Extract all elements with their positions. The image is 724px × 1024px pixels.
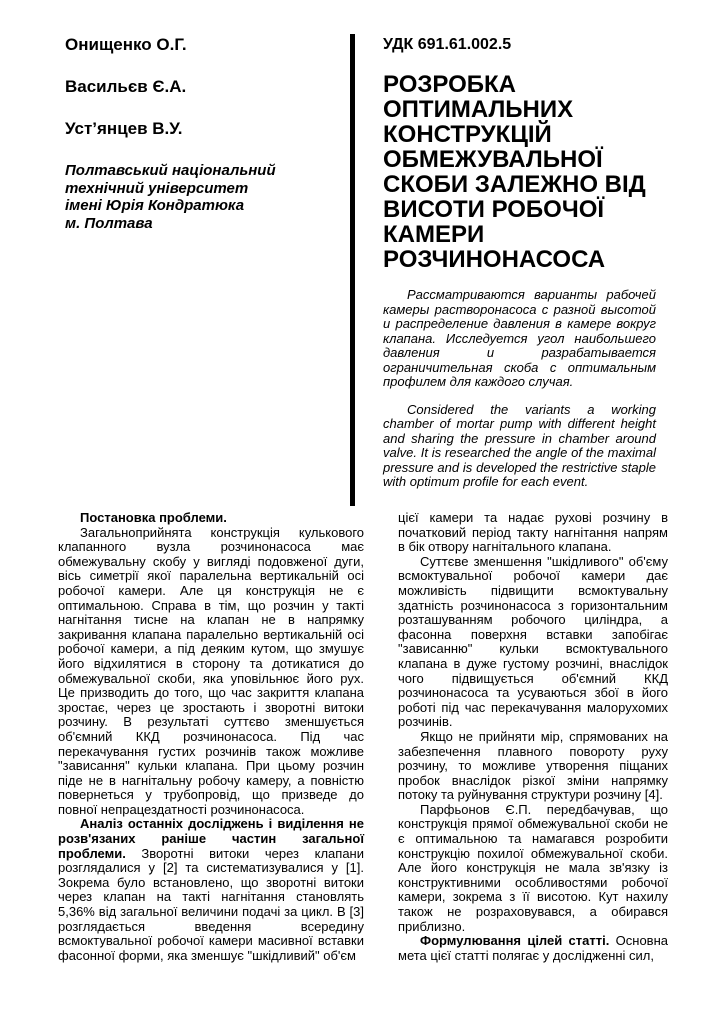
paragraph-text: Загальноприйнята конструкція кулькового клапанного вузла розчинонасоса має обмежувальну скобу у вигляді подовженої дуги, вісь симетрії якої паралельна вертикальній осі робочої камери. Але ця конструкція не є оптимальною. Справа в тім, що розчин у такті нагнітання тисне на клапан не в напрямку закривання клапана паралельно вертикальній осі робочої камери, а під деяким кутом, що змушує його відхилятися в сторону та дотикатися до обмежувальної скоби, яка уповільнює його рух. Це призводить до того, що час закриття клапана зростає, через це зростають і зворотні витоки розчину. В результаті суттєво зменшується об'ємний ККД розчинонасоса. Під час перекачування густих розчинів також можливе "зависання" кульки клапана. При цьому розчин піде не в нагнітальну робочу камеру, а повністю повернеться у трубопровід, що призведе до повної непрацездатності розчинонасоса.: [58, 524, 364, 817]
paragraph: [58, 526, 364, 818]
paragraph: [398, 730, 668, 803]
section-heading-text: Аналіз останніх досліджень і виділення не розв'язаних раніше частин загальної проблеми.: [58, 816, 364, 861]
paragraph-text: Суттєве зменшення "шкідливого" об'єму всмоктувальної робочої камери дає можливість підвищити всмоктувальну здатність розчинонасоса з горизонтальним розташуванням робочого циліндра, а фасонна поверхня вставки запобігає "зависанню" кульки всмоктувального клапана в дуже густому розчині, внаслідок чого підвищується об'ємний ККД розчинонасоса та усуваються збої в його роботі під час перекачування малорухомих розчинів.: [398, 553, 668, 730]
paragraph-text: Парфьонов Є.П. передбачував, що конструкція прямої обмежувальної скоби не є оптимальною та намагався розробити конструкцію похилої обмежувальної скоби. Але його конструкція не мала зв'язку із конструктивними особливостями робочої камери, зокрема з її висотою. Кут нахилу також не розраховувався, а обирався приблизно.: [398, 801, 668, 934]
section-heading-problem-statement: [58, 511, 364, 526]
body-column-left: [58, 511, 364, 963]
affiliation: [65, 162, 340, 232]
section-goals-paragraph: [398, 934, 668, 963]
paragraph: [398, 803, 668, 934]
paragraph-text: Основна мета цієї статті полягає у дослідженні сил,: [398, 933, 668, 963]
body-column-right: [398, 511, 668, 963]
vertical-divider: [350, 34, 355, 506]
paragraph: [398, 555, 668, 730]
section-heading-text: Постановка проблеми.: [80, 510, 227, 525]
header-authors-block: [65, 36, 340, 232]
article-title: РОЗРОБКА ОПТИМАЛЬНИХ КОНСТРУКЦІЙ ОБМЕЖУВАЛЬНОЇ СКОБИ ЗАЛЕЖНО ВІД ВИСОТИ РОБОЧОЇ КАМЕРИ РОЗЧИНОНАСОСА: [383, 71, 646, 273]
affiliation-line: технічний університет: [65, 179, 249, 197]
abstract-english: Considered the variants a working chamber of mortar pump with different height and sharing the pressure in chamber around valve. It is researched the angle of the maximal pressure and is developed the restrictive staple with optimum profile for each event.: [383, 401, 656, 489]
abstract-russian: Рассматриваются варианты рабочей камеры растворонасоса с разной высотой и распределение давления в камере вокруг клапана. Исследуется угол наибольшего давления и разрабатывается ограничительная скоба с оптимальным профилем для каждого случая.: [383, 287, 656, 389]
paragraph: [398, 511, 668, 555]
author-name: Уст’янцев В.У.: [65, 119, 183, 138]
affiliation-line: імені Юрія Кондратюка: [65, 197, 245, 214]
paragraph-text: Зворотні витоки через клапани розглядалися у [2] та систематизувалися у [1]. Зокрема було встановлено, що зворотні витоки через клапан на такті нагнітання становлять 5,36% від загальної величини подачі за цикл. В [3] розглядається введення всередину всмоктувальної робочої камери масивної вставки фасонної форми, яка зменшує "шкідливий" об'єм: [58, 845, 364, 963]
section-heading-text: Формулювання цілей статті.: [420, 933, 610, 949]
author-name: Васильєв Є.А.: [65, 77, 187, 96]
paragraph-text: Якщо не прийняти мір, спрямованих на забезпечення плавного повороту руху розчину, то можливе утворення піщаних пробок внаслідок різкої зміни напрямку потоку та руйнування структури розчину [4].: [398, 728, 668, 803]
section-analysis-paragraph: [58, 817, 364, 963]
author-name: Онищенко О.Г.: [65, 35, 187, 54]
affiliation-line: м. Полтава: [65, 214, 153, 232]
udc-code: УДК 691.61.002.5: [383, 36, 512, 53]
paragraph-text: цієї камери та надає рухові розчину в початковий період такту нагнітання напрям в бік отвору нагнітального клапана.: [398, 510, 668, 555]
header-title-block: [383, 36, 656, 490]
affiliation-line: Полтавський національний: [65, 162, 276, 179]
